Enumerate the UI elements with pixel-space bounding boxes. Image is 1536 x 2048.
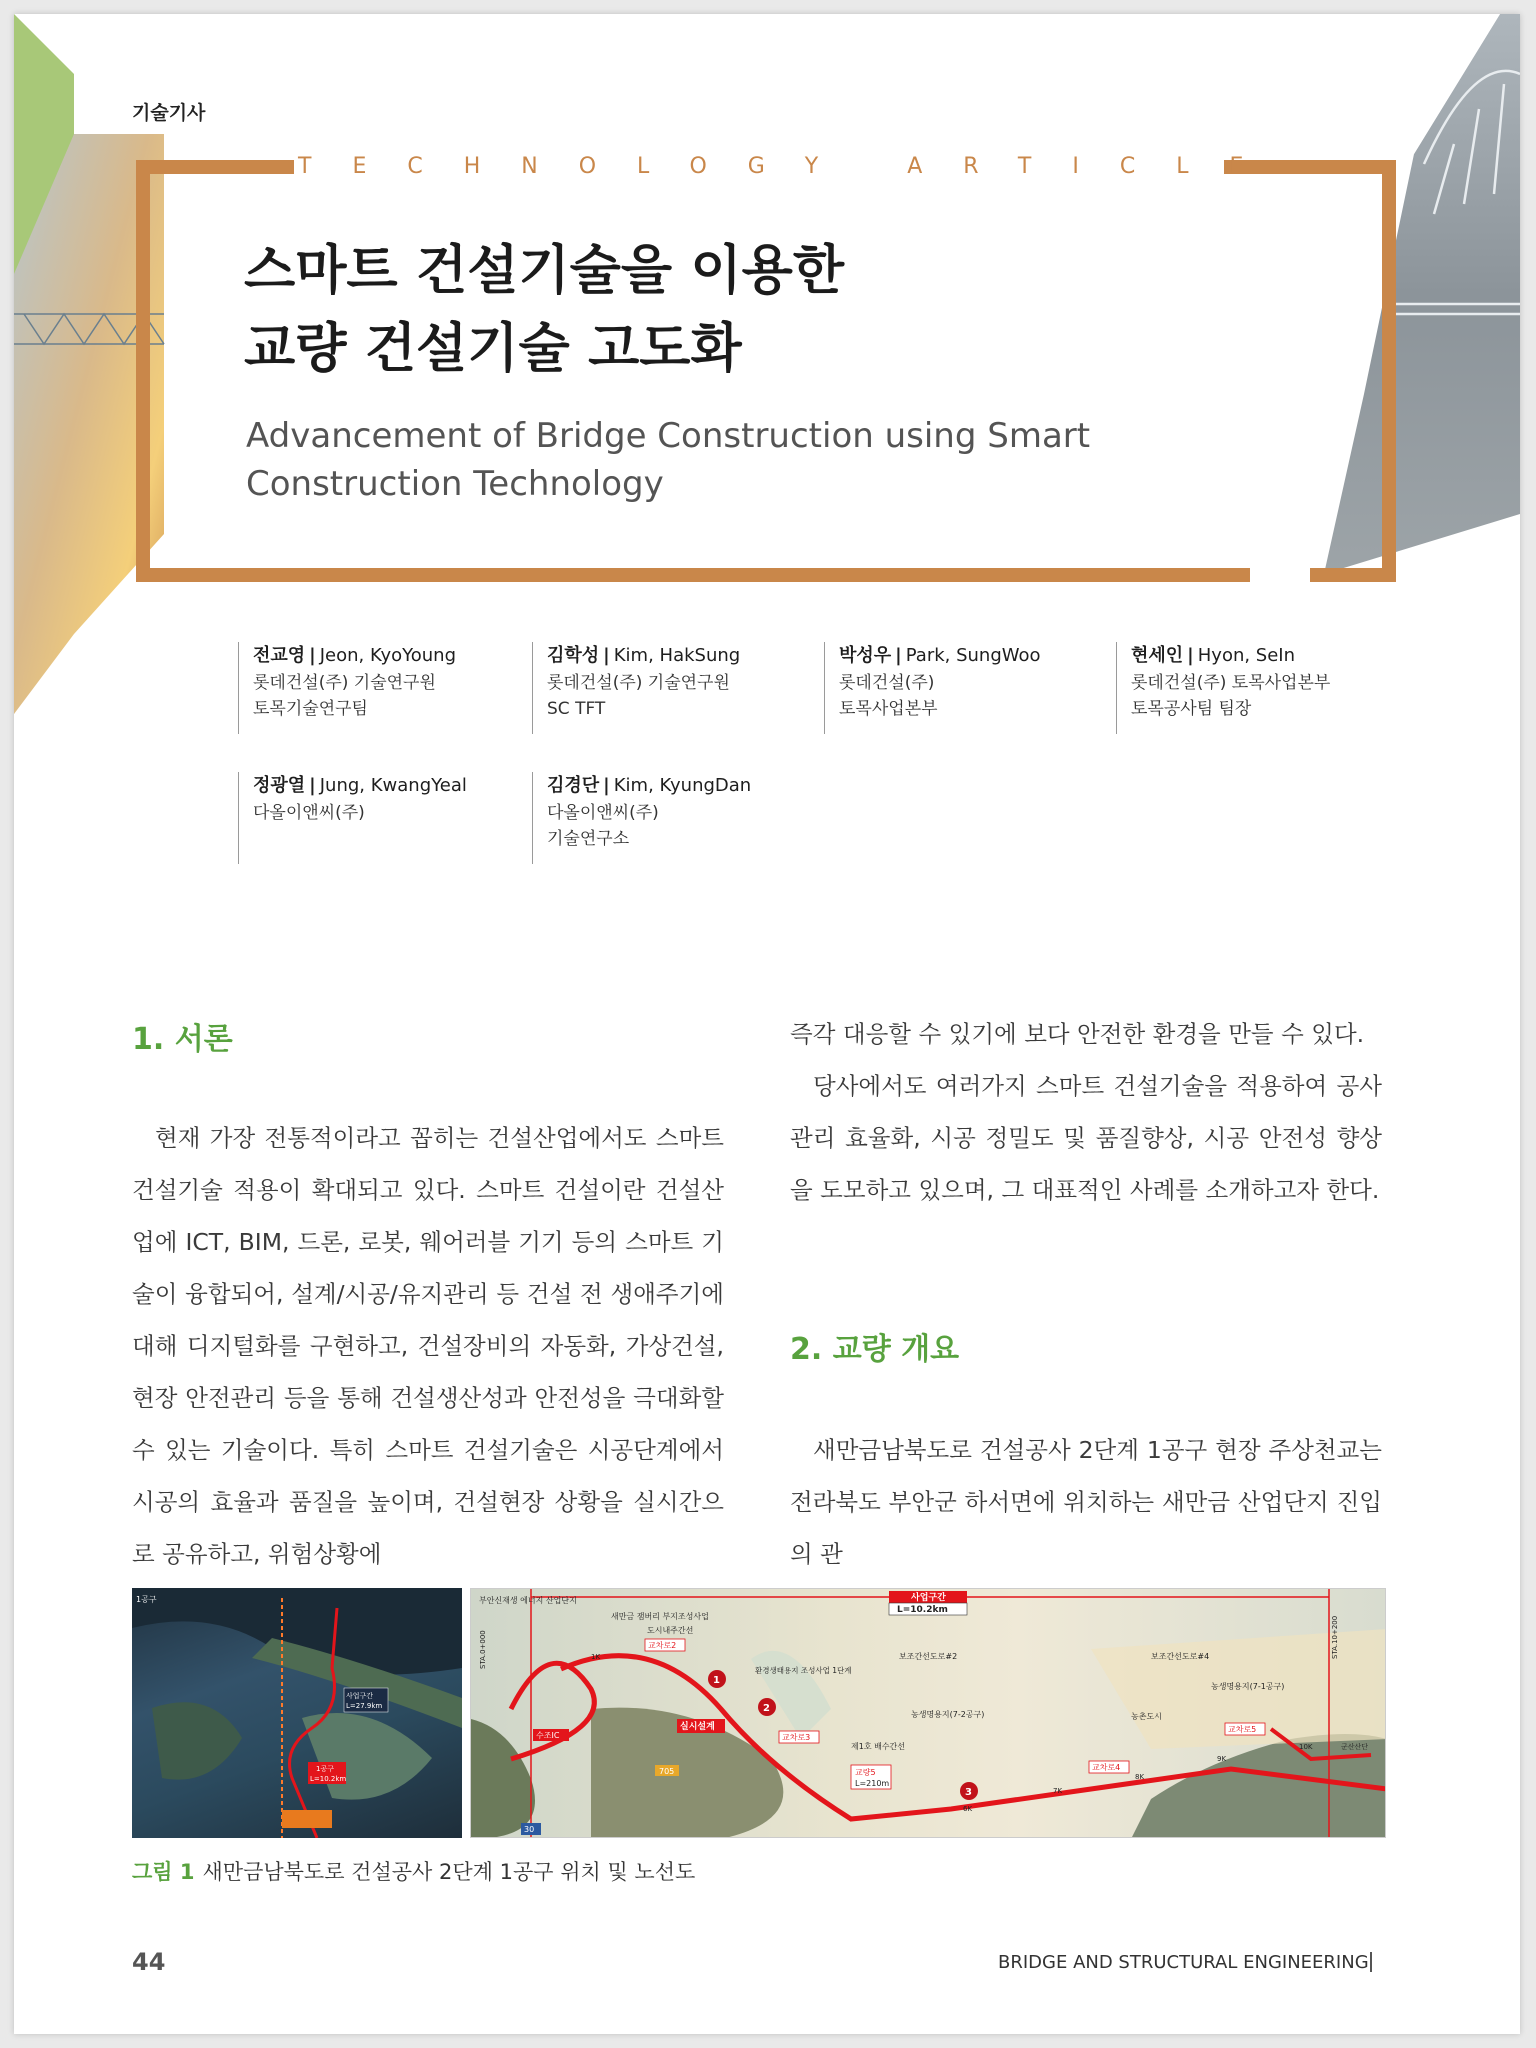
author-card: 정광열 | Jung, KwangYeal 다올이앤씨(주) [238,772,467,864]
section-label: TECHNOLOGY ARTICLE [298,154,1285,179]
svg-text:10K: 10K [1299,1743,1313,1751]
svg-text:농생명용지(7-1공구): 농생명용지(7-1공구) [1211,1682,1285,1691]
svg-text:1: 1 [713,1675,720,1686]
section-1-body [132,1112,724,1580]
svg-text:L=10.2km: L=10.2km [897,1605,948,1615]
author-name-en: Kim, KyungDan [613,775,752,796]
svg-text:9K: 9K [1217,1755,1227,1763]
svg-text:2: 2 [763,1703,770,1714]
author-department: 토목사업본부 [839,699,938,719]
svg-text:교차로2: 교차로2 [648,1641,677,1650]
page-number: 44 [132,1948,166,1976]
author-name-ko: 김학성 [547,645,600,666]
article-title-english: Advancement of Bridge Construction using Smart Construction Technology [246,416,1091,504]
svg-text:농생명용지(7-2공구): 농생명용지(7-2공구) [911,1710,985,1719]
author-department: 토목공사팀 팀장 [1131,699,1252,719]
author-name-en: Park, SungWoo [905,645,1041,666]
svg-text:8K: 8K [1135,1773,1145,1781]
svg-text:705: 705 [659,1767,675,1776]
author-name-ko: 김경단 [547,775,600,796]
paragraph: 새만금남북도로 건설공사 2단계 1공구 현장 주상천교는 전라북도 부안군 하서면에 위치하는 새만금 산업단지 진입의 관 [790,1436,1382,1568]
figure-number: 그림 1 [132,1860,195,1884]
author-card: 박성우 | Park, SungWoo 롯데건설(주) 토목사업본부 [824,642,1041,734]
location-map-graphic [132,1588,462,1838]
svg-text:보조간선도로#4: 보조간선도로#4 [1151,1652,1210,1661]
svg-text:교차로3: 교차로3 [782,1733,811,1742]
svg-text:1공구: 1공구 [316,1765,334,1773]
figure-caption [132,1856,695,1886]
journal-name: BRIDGE AND STRUCTURAL ENGINEERING [998,1952,1369,1973]
author-name-ko: 전교영 [253,645,306,666]
svg-text:보조간선도로#2: 보조간선도로#2 [899,1652,958,1661]
svg-text:부안신재생 에너지 산업단지: 부안신재생 에너지 산업단지 [479,1596,577,1605]
title-line-2: 교량 건설기술 고도화 [244,318,742,379]
author-name-ko: 정광열 [253,775,306,796]
svg-text:STA.0+000: STA.0+000 [479,1630,487,1669]
svg-text:수조IC: 수조IC [536,1731,560,1740]
right-column-body [790,1008,1382,1216]
svg-text:STA.10+200: STA.10+200 [1331,1615,1339,1659]
svg-text:교차로4: 교차로4 [1092,1763,1121,1772]
svg-text:환경생태용지 조성사업 1단계: 환경생태용지 조성사업 1단계 [755,1666,852,1675]
svg-text:1공구: 1공구 [136,1595,157,1604]
svg-text:농촌도시: 농촌도시 [1131,1712,1162,1721]
author-affiliation: 롯데건설(주) [839,673,935,693]
author-affiliation: 다올이앤씨(주) [253,803,365,823]
author-affiliation: 롯데건설(주) 기술연구원 [253,673,436,693]
svg-text:L=210m: L=210m [855,1779,890,1788]
footer-divider [1370,1952,1372,1972]
author-name-en: Jung, KwangYeal [319,775,467,796]
svg-text:L=27.9km: L=27.9km [346,1702,383,1710]
section-2-heading: 2. 교량 개요 [790,1332,960,1367]
author-affiliation: 다올이앤씨(주) [547,803,659,823]
figure-caption-text: 새만금남북도로 건설공사 2단계 1공구 위치 및 노선도 [202,1860,696,1884]
author-card: 김경단 | Kim, KyungDan 다올이앤씨(주) 기술연구소 [532,772,751,864]
svg-text:제1호 배수간선: 제1호 배수간선 [851,1742,906,1751]
svg-text:사업구간: 사업구간 [911,1593,946,1603]
svg-text:7K: 7K [1053,1787,1063,1795]
svg-text:새만금 잼버리 부지조성사업: 새만금 잼버리 부지조성사업 [611,1612,709,1621]
paragraph: 현재 가장 전통적이라고 꼽히는 건설산업에서도 스마트 건설기술 적용이 확대되고 있다. 스마트 건설이란 건설산업에 ICT, BIM, 드론, 로봇, 웨어러블 기기 등의 스마트 기술이 융합되어, 설계/시공/유지관리 등 건설 전 생애주기에 대해 디지털화를 구현하고, 건설장비의 자동화, 가상건설, 현장 안전관리 등을 통해 건설생산성과 안전성을 극대화할 수 있는 기술이다. 특히 스마트 건설기술은 시공단계에서 시공의 효율과 품질을 높이며, 건설현장 상황을 실시간으로 공유하고, 위험상황에 [132,1124,724,1568]
article-title-korean [244,232,1144,388]
author-card: 김학성 | Kim, HakSung 롯데건설(주) 기술연구원 SC TFT [532,642,740,734]
author-department: 토목기술연구팀 [253,699,368,719]
author-name-ko: 현세인 [1131,645,1184,666]
svg-text:교차로5: 교차로5 [1228,1725,1257,1734]
author-name-en: Jeon, KyoYoung [319,645,457,666]
svg-text:교량5: 교량5 [855,1768,876,1777]
svg-text:1K: 1K [591,1653,601,1661]
svg-text:30: 30 [524,1825,535,1834]
author-affiliation: 롯데건설(주) 토목사업본부 [1131,673,1331,693]
svg-text:실시설계: 실시설계 [680,1722,715,1732]
author-name-en: Kim, HakSung [613,645,741,666]
section-1-heading: 1. 서론 [132,1022,233,1057]
category-label: 기술기사 [132,102,206,124]
author-department: SC TFT [547,699,606,719]
author-card: 현세인 | Hyon, SeIn 롯데건설(주) 토목사업본부 토목공사팀 팀장 [1116,642,1330,734]
svg-text:3: 3 [965,1787,972,1798]
author-name-ko: 박성우 [839,645,892,666]
frame-bottom [136,568,1250,582]
svg-text:군산산단: 군산산단 [1341,1743,1369,1751]
figure-route-map [470,1588,1386,1838]
frame-left [136,160,150,582]
svg-text:도시내주간선: 도시내주간선 [647,1626,694,1635]
paragraph-continued: 즉각 대응할 수 있기에 보다 안전한 환경을 만들 수 있다. [790,1020,1365,1048]
author-affiliation: 롯데건설(주) 기술연구원 [547,673,730,693]
paragraph: 당사에서도 여러가지 스마트 건설기술을 적용하여 공사관리 효율화, 시공 정밀도 및 품질향상, 시공 안전성 향상을 도모하고 있으며, 그 대표적인 사례를 소개하고자 한다. [790,1072,1382,1204]
title-line-1: 스마트 건설기술을 이용한 [244,240,845,301]
author-card: 전교영 | Jeon, KyoYoung 롯데건설(주) 기술연구원 토목기술연구팀 [238,642,456,734]
frame-top-left [136,160,294,174]
frame-bottom-right [1310,568,1396,582]
svg-text:L=10.2km: L=10.2km [310,1775,347,1783]
frame-right [1382,160,1396,582]
author-department: 기술연구소 [547,829,630,849]
author-name-en: Hyon, SeIn [1197,645,1296,666]
page-sheet [14,14,1520,2034]
route-map-graphic [471,1589,1386,1838]
figure-location-map [132,1588,462,1838]
svg-text:사업구간: 사업구간 [346,1692,374,1700]
svg-text:6K: 6K [963,1805,973,1813]
section-2-body [790,1424,1382,1580]
